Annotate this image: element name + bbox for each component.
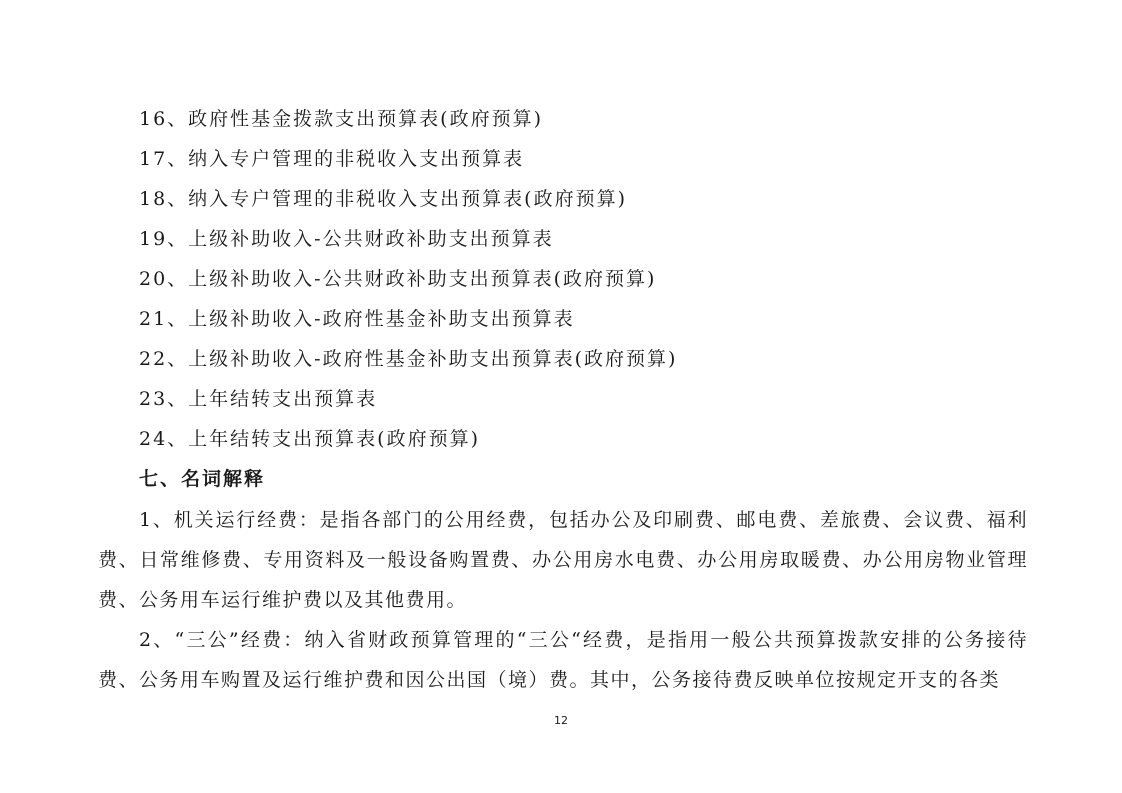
list-item: 24、上年结转支出预算表(政府预算) (139, 428, 481, 450)
list-item: 18、纳入专户管理的非税收入支出预算表(政府预算) (139, 188, 628, 210)
list-item: 20、上级补助收入-公共财政补助支出预算表(政府预算) (139, 268, 657, 290)
page-number: 12 (554, 714, 568, 727)
paragraph-definition-2: 2、“三公”经费：纳入省财政预算管理的“三公“经费，是指用一般公共预算拨款安排的公务接待费、公务用车购置及运行维护费和因公出国（境）费。其中，公务接待费反映单位按规定开支的各类 (98, 629, 1028, 691)
paragraph-definition-1: 1、机关运行经费：是指各部门的公用经费，包括办公及印刷费、邮电费、差旅费、会议费、福利费、日常维修费、专用资料及一般设备购置费、办公用房水电费、办公用房取暖费、办公用房物业管理费、公务用车运行维护费以及其他费用。 (98, 509, 1028, 611)
list-item: 17、纳入专户管理的非税收入支出预算表 (139, 148, 525, 170)
list-item: 23、上年结转支出预算表 (139, 388, 378, 410)
section-heading: 七、名词解释 (139, 468, 266, 490)
list-item: 19、上级补助收入-公共财政补助支出预算表 (139, 228, 554, 250)
list-item: 16、政府性基金拨款支出预算表(政府预算) (139, 108, 544, 130)
list-item: 22、上级补助收入-政府性基金补助支出预算表(政府预算) (139, 348, 678, 370)
list-item: 21、上级补助收入-政府性基金补助支出预算表 (139, 308, 575, 330)
